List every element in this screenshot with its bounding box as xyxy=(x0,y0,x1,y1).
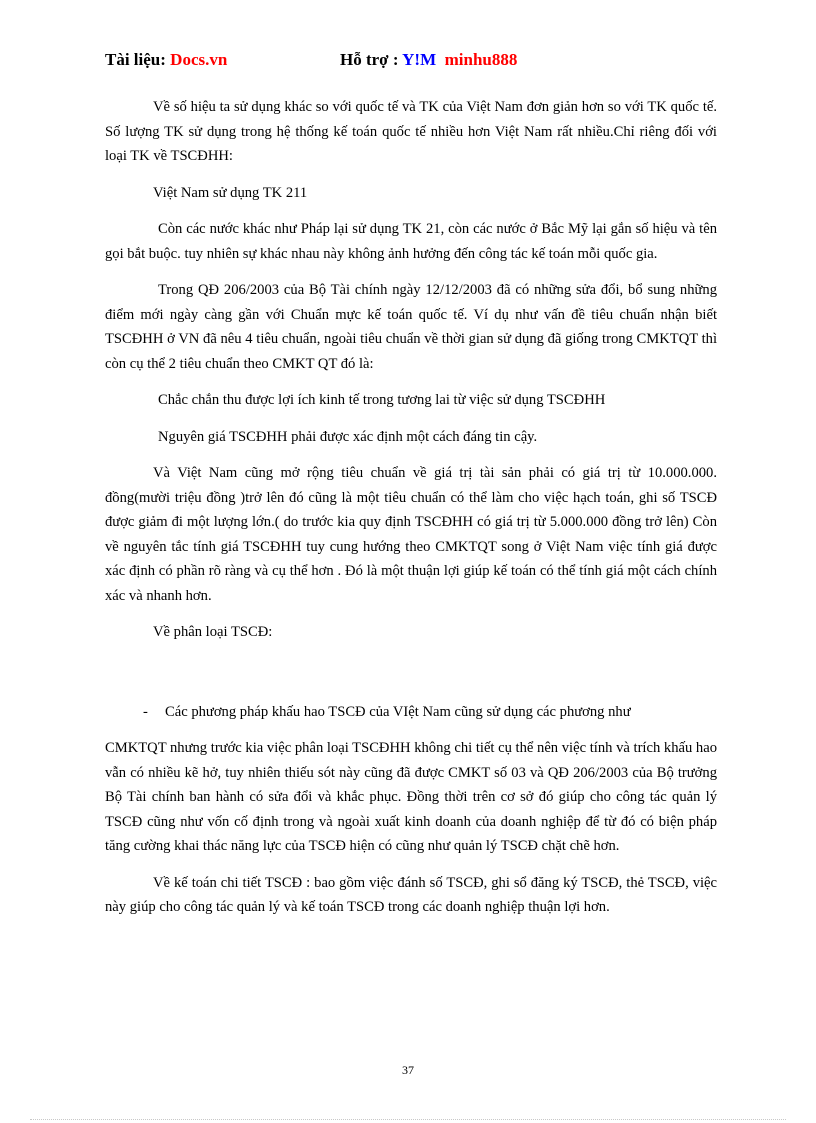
dash-item-depreciation xyxy=(143,700,717,725)
paragraph-vn-account: Việt Nam sử dụng TK 211 xyxy=(153,184,308,201)
dash-item-text: Các phương pháp khấu hao TSCĐ của VIệt Nam cũng sử dụng các phương như xyxy=(165,703,631,720)
doc-site-link[interactable]: Docs.vn xyxy=(170,50,228,69)
paragraph-other-countries: Còn các nước khác như Pháp lại sử dụng TK 21, còn các nước ở Bắc Mỹ lại gắn số hiệu và tên gọi bắt buộc. tuy nhiên sự khác nhau này không ảnh hưởng đến công tác kế toán mỗi quốc gia. xyxy=(105,221,717,262)
dash-mark: - xyxy=(143,703,148,720)
doc-source-label xyxy=(105,50,345,70)
paragraph-detailed-accounting: Về kế toán chi tiết TSCĐ : bao gồm việc đánh số TSCĐ, ghi sổ đăng ký TSCĐ, thẻ TSCĐ, việc này giúp cho công tác quản lý và kế toán TSCĐ trong các doanh nghiệp thuận lợi hơn. xyxy=(105,874,717,915)
paragraph-value-criterion: Và Việt Nam cũng mở rộng tiêu chuẩn về giá trị tài sản phải có giá trị từ 10.000.000. đồng(mười triệu đồng )trở lên đó cũng là một tiêu chuẩn có thể làm cho việc hạch toán, ghi số TSCĐ được giảm đi một lượng lớn.( do trước kia quy định TSCĐHH có giá trị từ 5.000.000 đồng trở lên) Còn về nguyên tắc tính giá TSCĐHH tuy cung hướng theo CMKTQT song ở Việt Nam việc tính giá được xác định có phần rõ ràng và cụ thể hơn . Đó là một thuận lợi giúp kế toán có thể tính giá một cách chính xác và nhanh hơn. xyxy=(105,465,717,604)
doc-label: Tài liệu: xyxy=(105,50,171,69)
paragraph-account-numbers: Về số hiệu ta sử dụng khác so với quốc tế và TK của Việt Nam đơn giản hơn so với TK quốc tế. Số lượng TK sử dụng trong hệ thống kế toán quốc tế nhiều hơn Việt Nam rất nhiều.Chỉ riêng đối với loại TK về TSCĐHH: xyxy=(105,99,717,164)
page-number: 37 xyxy=(402,1063,414,1077)
paragraph-decision-206: Trong QĐ 206/2003 của Bộ Tài chính ngày 12/12/2003 đã có những sửa đổi, bổ sung những điểm mới ngày càng gần với Chuẩn mực kế toán quốc tế. Ví dụ như vấn đề tiêu chuẩn nhận biết TSCĐHH ở VN đã nêu 4 tiêu chuẩn, ngoài tiêu chuẩn về thời gian sử dụng đã giống trong CMKTQT thì còn cụ thể 2 tiêu chuẩn theo CMKT QT đó là: xyxy=(105,282,717,372)
page-bottom-border xyxy=(30,1119,786,1120)
support-label xyxy=(340,50,640,70)
paragraph-criterion-2: Nguyên giá TSCĐHH phải được xác định một cách đáng tin cậy. xyxy=(158,428,538,445)
support-ym: Y!M xyxy=(402,50,437,69)
paragraph-classification: Về phân loại TSCĐ: xyxy=(153,624,273,640)
support-text: Hỗ trợ : xyxy=(340,50,403,69)
paragraph-cmktqt: CMKTQT nhưng trước kia việc phân loại TSCĐHH không chi tiết cụ thể nên việc tính và trích khấu hao vẫn có nhiều kẽ hở, tuy nhiên thiếu sót này cũng đã được CMKT số 03 và QĐ 206/2003 của Bộ trưởng Bộ Tài chính ban hành có sửa đổi và khắc phục. Đồng thời trên cơ sở đó giúp cho công tác quản lý TSCĐ cũng như vốn cố định trong và ngoài xuất kinh doanh của doanh nghiệp để từ đó có biện pháp tăng cường khai thác năng lực của TSCĐ hiện có cũng như quản lý TSCĐ chặt chẽ hơn. xyxy=(105,740,717,854)
paragraph-criterion-1: Chắc chắn thu được lợi ích kinh tế trong tương lai từ việc sử dụng TSCĐHH xyxy=(158,392,606,408)
document-body xyxy=(105,95,717,932)
support-nick: minhu888 xyxy=(444,50,518,69)
